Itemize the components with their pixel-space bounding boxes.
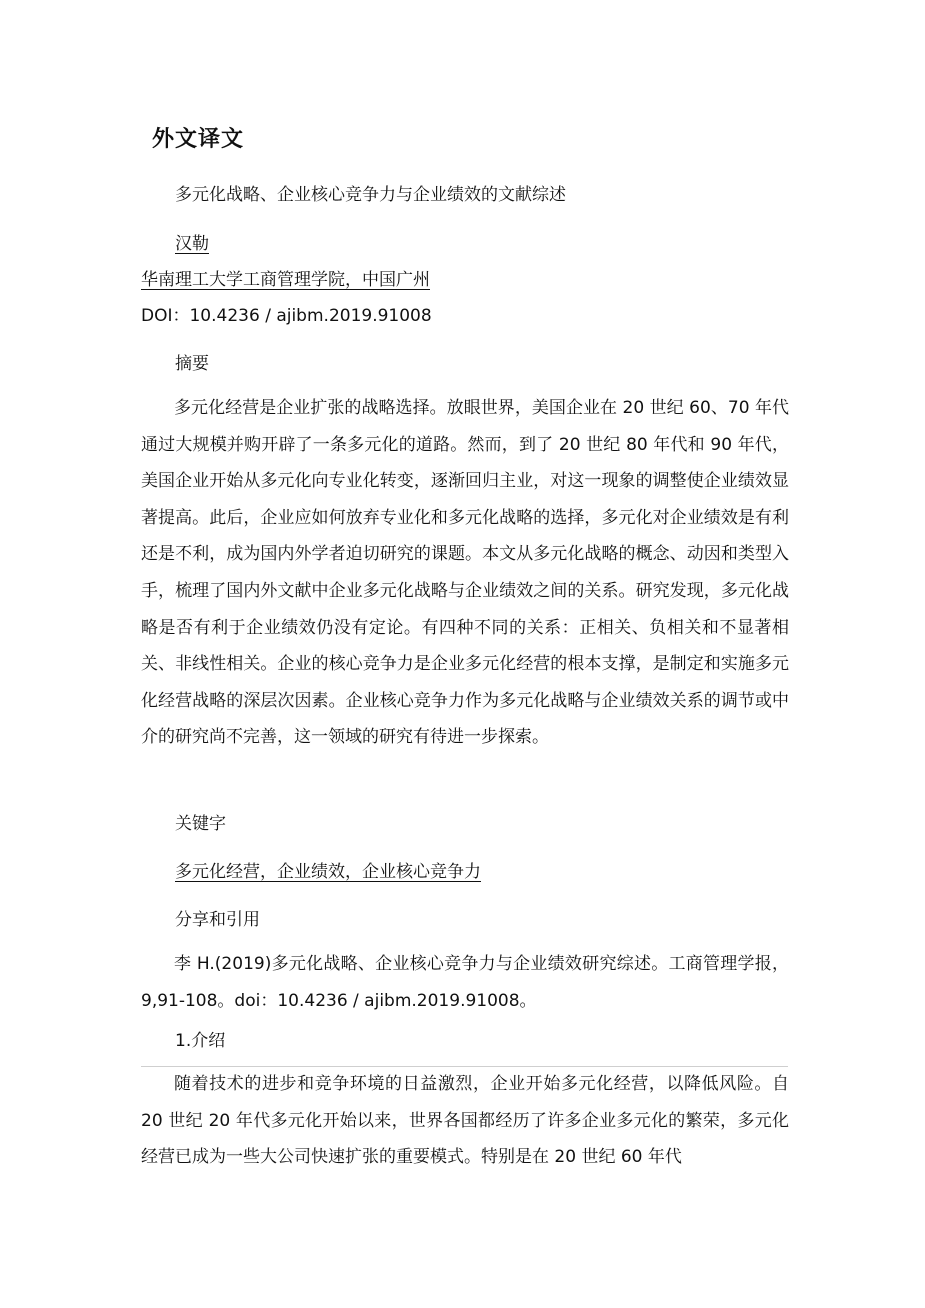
article-title: 多元化战略、企业核心竞争力与企业绩效的文献综述 — [175, 185, 566, 205]
section-1-title: 1.介绍 — [175, 1031, 226, 1051]
doi-text: DOI：10.4236 / ajibm.2019.91008 — [141, 306, 432, 326]
abstract-label: 摘要 — [175, 354, 209, 374]
author-link[interactable]: 汉勒 — [175, 234, 209, 254]
keywords-label: 关键字 — [175, 814, 226, 834]
section-1-text: 随着技术的进步和竞争环境的日益激烈，企业开始多元化经营，以降低风险。自 20 世纪 20 年代多元化开始以来，世界各国都经历了许多企业多元化的繁荣，多元化经营已成为一些大公司快速扩张的重要模式。特别是在 20 世纪 60 年代 — [141, 1074, 789, 1168]
document-heading: 外文译文 — [152, 127, 245, 152]
citation-text: 李 H.(2019)多元化战略、企业核心竞争力与企业绩效研究综述。工商管理学报，9,91-108。doi：10.4236 / ajibm.2019.91008。 — [141, 954, 789, 1011]
abstract-text: 多元化经营是企业扩张的战略选择。放眼世界，美国企业在 20 世纪 60、70 年代通过大规模并购开辟了一条多元化的道路。然而，到了 20 世纪 80 年代和 90 年代，美国企业开始从多元化向专业化转变，逐渐回归主业，对这一现象的调整使企业绩效显著提高。此后，企业应如何放弃专业化和多元化战略的选择，多元化对企业绩效是有利还是不利，成为国内外学者迫切研究的课题。本文从多元化战略的概念、动因和类型入手，梳理了国内外文献中企业多元化战略与企业绩效之间的关系。研究发现，多元化战略是否有利于企业绩效仍没有定论。有四种不同的关系：正相关、负相关和不显著相关、非线性相关。企业的核心竞争力是企业多元化经营的根本支撑，是制定和实施多元化经营战略的深层次因素。企业核心竞争力作为多元化战略与企业绩效关系的调节或中介的研究尚不完善，这一领域的研究有待进一步探索。 — [141, 398, 789, 748]
keywords-link[interactable]: 多元化经营，企业绩效，企业核心竞争力 — [175, 862, 481, 882]
share-cite-label: 分享和引用 — [175, 910, 260, 930]
affiliation-link[interactable]: 华南理工大学工商管理学院，中国广州 — [141, 270, 430, 290]
